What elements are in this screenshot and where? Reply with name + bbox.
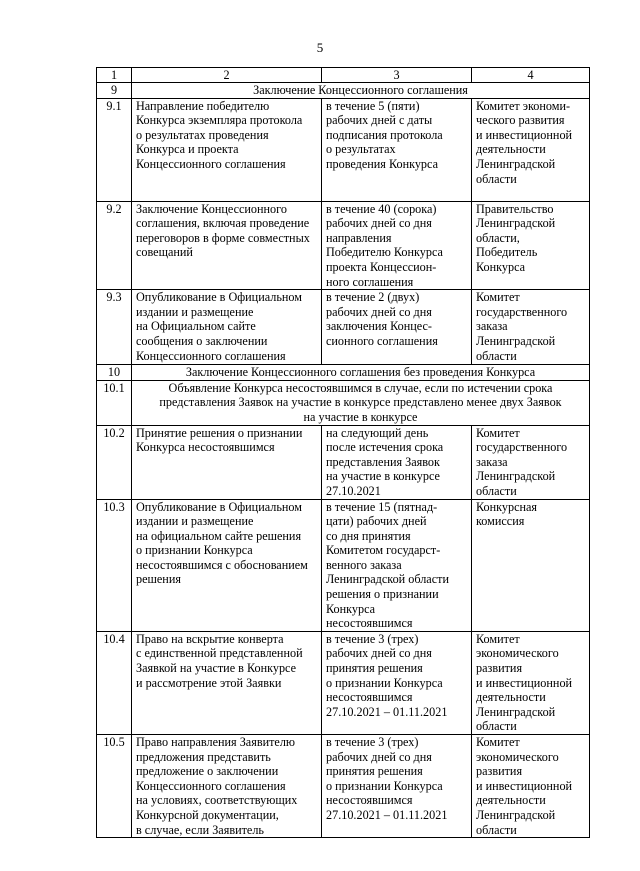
section-title: Заключение Концессионного соглашения	[132, 83, 590, 99]
action-cell: Право направления Заявителю предложения представить предложение о заключении Концессионного соглашения на условиях, соответствующих Конкурсной документации, в случае, если Заявитель	[132, 735, 322, 838]
action-cell: Опубликование в Официальном издании и размещение на Официальном сайте сообщения о заключении Концессионного соглашения	[132, 290, 322, 365]
table-header-row	[97, 68, 590, 83]
deadline-cell: в течение 2 (двух) рабочих дней со дня заключения Концес- сионного соглашения	[322, 290, 472, 365]
deadline-cell: в течение 5 (пяти) рабочих дней с даты подписания протокола о результатах проведения Конкурса	[322, 98, 472, 201]
section-row	[97, 83, 590, 99]
responsible-cell: Комитет экономического развития и инвестиционной деятельности Ленинградской области	[472, 735, 590, 838]
table-row	[97, 98, 590, 201]
schedule-table	[96, 67, 590, 838]
row-number: 9.2	[97, 201, 132, 290]
action-cell: Право на вскрытие конверта с единственной представленной Заявкой на участие в Конкурсе и рассмотрение этой Заявки	[132, 631, 322, 734]
table-row	[97, 425, 590, 499]
page-number: 5	[316, 40, 324, 55]
header-col-3: 3	[322, 68, 472, 83]
section-title: Заключение Концессионного соглашения без проведения Конкурса	[132, 365, 590, 381]
row-number: 10.4	[97, 631, 132, 734]
table-row	[97, 499, 590, 631]
responsible-cell: Комитет экономи- ческого развития и инвестиционной деятельности Ленинградской области	[472, 98, 590, 201]
action-cell: Опубликование в Официальном издании и размещение на официальном сайте решения о признании Конкурса несостоявшимся с обоснованием решения	[132, 499, 322, 631]
responsible-cell: Комитет экономического развития и инвестиционной деятельности Ленинградской области	[472, 631, 590, 734]
responsible-cell: Конкурсная комиссия	[472, 499, 590, 631]
section-row	[97, 380, 590, 425]
deadline-cell: в течение 3 (трех) рабочих дней со дня принятия решения о признании Конкурса несостоявшимся 27.10.2021 – 01.11.2021	[322, 631, 472, 734]
deadline-cell: в течение 15 (пятнад- цати) рабочих дней со дня принятия Комитетом государст- венного заказа Ленинградской области решения о признании Конкурса несостоявшимся	[322, 499, 472, 631]
header-col-1: 1	[97, 68, 132, 83]
row-number: 10.2	[97, 425, 132, 499]
table-row	[97, 735, 590, 838]
row-number: 9	[97, 83, 132, 99]
table-row	[97, 201, 590, 290]
row-number: 10.3	[97, 499, 132, 631]
deadline-cell: на следующий день после истечения срока представления Заявок на участие в конкурсе 27.10.2021	[322, 425, 472, 499]
responsible-cell: Комитет государственного заказа Ленинградской области	[472, 425, 590, 499]
row-number: 10.5	[97, 735, 132, 838]
responsible-cell: Правительство Ленинградской области, Победитель Конкурса	[472, 201, 590, 290]
section-title: Объявление Конкурса несостоявшимся в случае, если по истечении срока представления Заявок на участие в конкурсе представлено менее двух Заявок на участие в конкурсе	[132, 380, 590, 425]
table-row	[97, 290, 590, 365]
header-col-4: 4	[472, 68, 590, 83]
action-cell: Направление победителю Конкурса экземпляра протокола о результатах проведения Конкурса и проекта Концессионного соглашения	[132, 98, 322, 201]
table-row	[97, 631, 590, 734]
row-number: 10	[97, 365, 132, 381]
row-number: 9.1	[97, 98, 132, 201]
row-number: 10.1	[97, 380, 132, 425]
action-cell: Заключение Концессионного соглашения, включая проведение переговоров в форме совместных совещаний	[132, 201, 322, 290]
responsible-cell: Комитет государственного заказа Ленинградской области	[472, 290, 590, 365]
deadline-cell: в течение 3 (трех) рабочих дней со дня принятия решения о признании Конкурса несостоявшимся 27.10.2021 – 01.11.2021	[322, 735, 472, 838]
deadline-cell: в течение 40 (сорока) рабочих дней со дня направления Победителю Конкурса проекта Концессион- ного соглашения	[322, 201, 472, 290]
row-number: 9.3	[97, 290, 132, 365]
header-col-2: 2	[132, 68, 322, 83]
action-cell: Принятие решения о признании Конкурса несостоявшимся	[132, 425, 322, 499]
section-row	[97, 365, 590, 381]
